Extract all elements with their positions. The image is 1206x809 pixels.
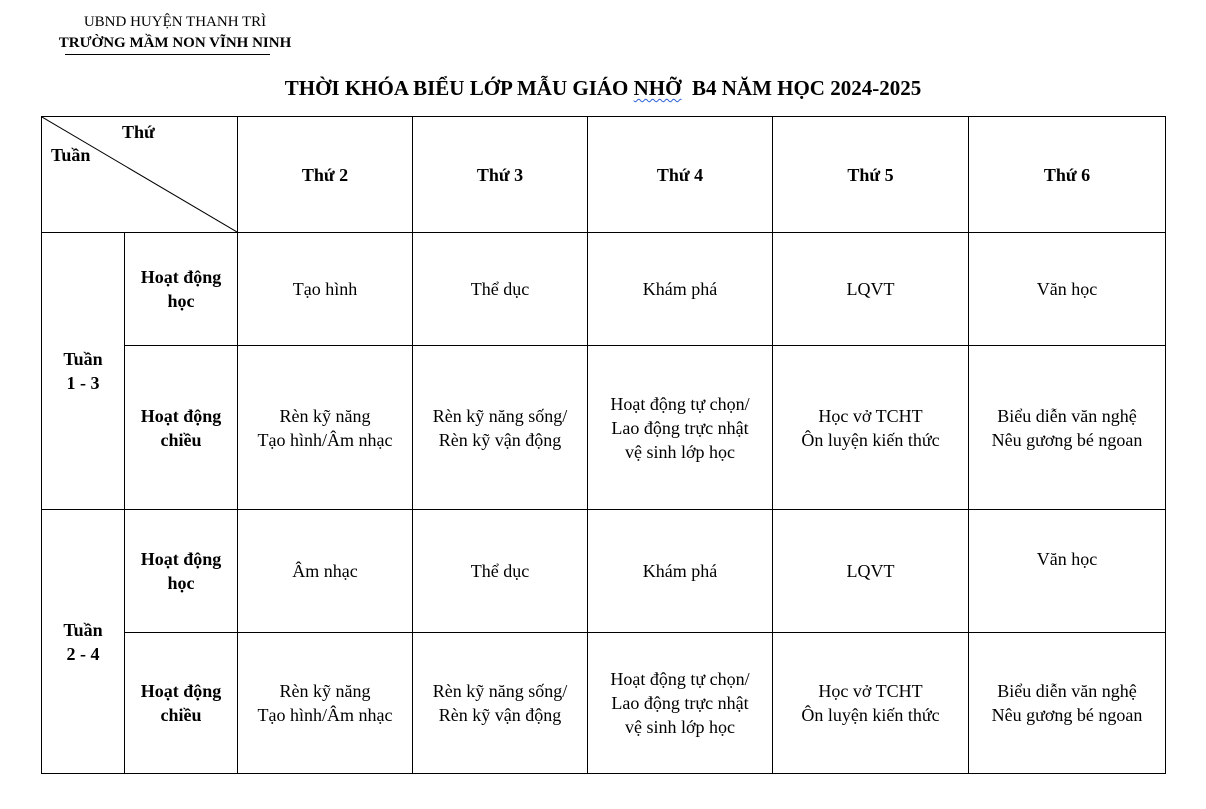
cell: Văn học (969, 233, 1166, 346)
activity-label-line: học (167, 291, 195, 311)
cell-line: Lao động trực nhật (611, 417, 749, 438)
cell-line: Tạo hình/Âm nhạc (257, 705, 393, 725)
cell (413, 633, 588, 774)
timetable (41, 116, 1166, 774)
cell-line: Ôn luyện kiến thức (801, 429, 940, 450)
activity-label-morning (125, 233, 238, 346)
cell-text: Văn học (1036, 549, 1098, 569)
cell: Khám phá (588, 233, 773, 346)
cell-line: Rèn kỹ năng sống/ (432, 405, 568, 426)
corner-cell (42, 117, 238, 233)
cell-line: Hoạt động tự chọn/ (610, 669, 750, 689)
activity-label-afternoon (125, 346, 238, 510)
cell-line: Học vở TCHT (818, 681, 923, 701)
cell (238, 633, 413, 774)
cell (413, 346, 588, 510)
corner-label-day: Thứ (122, 122, 155, 142)
cell-line: Tạo hình/Âm nhạc (257, 429, 393, 450)
cell: Thể dục (413, 233, 588, 346)
activity-label-line: Hoạt động (140, 405, 222, 426)
cell-line: Ôn luyện kiến thức (801, 705, 940, 725)
cell (969, 510, 1166, 633)
week2-morning-row (42, 510, 1166, 633)
title-part-2: B4 NĂM HỌC 2024-2025 (681, 76, 922, 100)
cell-line: Rèn kỹ năng (279, 681, 371, 701)
activity-label-morning (125, 510, 238, 633)
cell (969, 633, 1166, 774)
cell: Tạo hình (238, 233, 413, 346)
cell (238, 346, 413, 510)
cell: LQVT (773, 510, 969, 633)
cell: LQVT (773, 233, 969, 346)
week-label-line: Tuần (63, 619, 103, 640)
week-label-2-4 (42, 510, 125, 774)
corner-label-week: Tuần (51, 145, 91, 165)
title-spellcheck-word: NHỠ (633, 76, 682, 100)
day-header-fri: Thứ 6 (969, 117, 1166, 233)
week1-morning-row (42, 233, 1166, 346)
cell-line: Biểu diễn văn nghệ (997, 681, 1137, 701)
week2-afternoon-row (42, 633, 1166, 774)
cell-line: vệ sinh lớp học (624, 717, 735, 737)
activity-label-line: Hoạt động (140, 549, 222, 569)
day-header-wed: Thứ 4 (588, 117, 773, 233)
cell-line: Biểu diễn văn nghệ (997, 405, 1137, 426)
week-label-line: Tuần (63, 349, 103, 369)
cell-line: Nêu gương bé ngoan (991, 705, 1143, 725)
cell (773, 633, 969, 774)
activity-label-line: học (167, 573, 195, 593)
cell (588, 633, 773, 774)
activity-label-line: chiều (160, 705, 202, 725)
cell-line: Học vở TCHT (818, 405, 923, 426)
cell-line: Rèn kỹ vận động (438, 429, 562, 450)
week-label-1-3 (42, 233, 125, 510)
district-name: UBND HUYỆN THANH TRÌ (83, 14, 267, 30)
activity-label-line: chiều (160, 429, 202, 450)
header-row (42, 117, 1166, 233)
week1-afternoon-row (42, 346, 1166, 510)
day-header-mon: Thứ 2 (238, 117, 413, 233)
day-header-tue: Thứ 3 (413, 117, 588, 233)
document-title (0, 76, 1206, 101)
cell-line: Nêu gương bé ngoan (991, 429, 1143, 450)
cell-line: Rèn kỹ năng sống/ (432, 681, 568, 701)
activity-label-afternoon (125, 633, 238, 774)
header-divider (65, 54, 270, 55)
title-part-1: THỜI KHÓA BIỂU LỚP MẪU GIÁO (284, 76, 634, 100)
activity-label-line: Hoạt động (140, 267, 222, 287)
organization-header (30, 12, 320, 54)
cell-line: Rèn kỹ năng (279, 405, 371, 426)
cell-line: vệ sinh lớp học (624, 441, 735, 462)
cell (588, 346, 773, 510)
cell-line: Hoạt động tự chọn/ (610, 393, 750, 414)
cell (969, 346, 1166, 510)
school-name: TRƯỜNG MẦM NON VĨNH NINH (58, 35, 292, 51)
day-header-thu: Thứ 5 (773, 117, 969, 233)
activity-label-line: Hoạt động (140, 681, 222, 701)
cell: Thể dục (413, 510, 588, 633)
cell-line: Lao động trực nhật (611, 693, 749, 713)
week-label-line: 1 - 3 (66, 373, 100, 393)
week-label-line: 2 - 4 (66, 643, 100, 664)
cell: Âm nhạc (238, 510, 413, 633)
cell: Khám phá (588, 510, 773, 633)
cell (773, 346, 969, 510)
cell-line: Rèn kỹ vận động (438, 705, 562, 725)
